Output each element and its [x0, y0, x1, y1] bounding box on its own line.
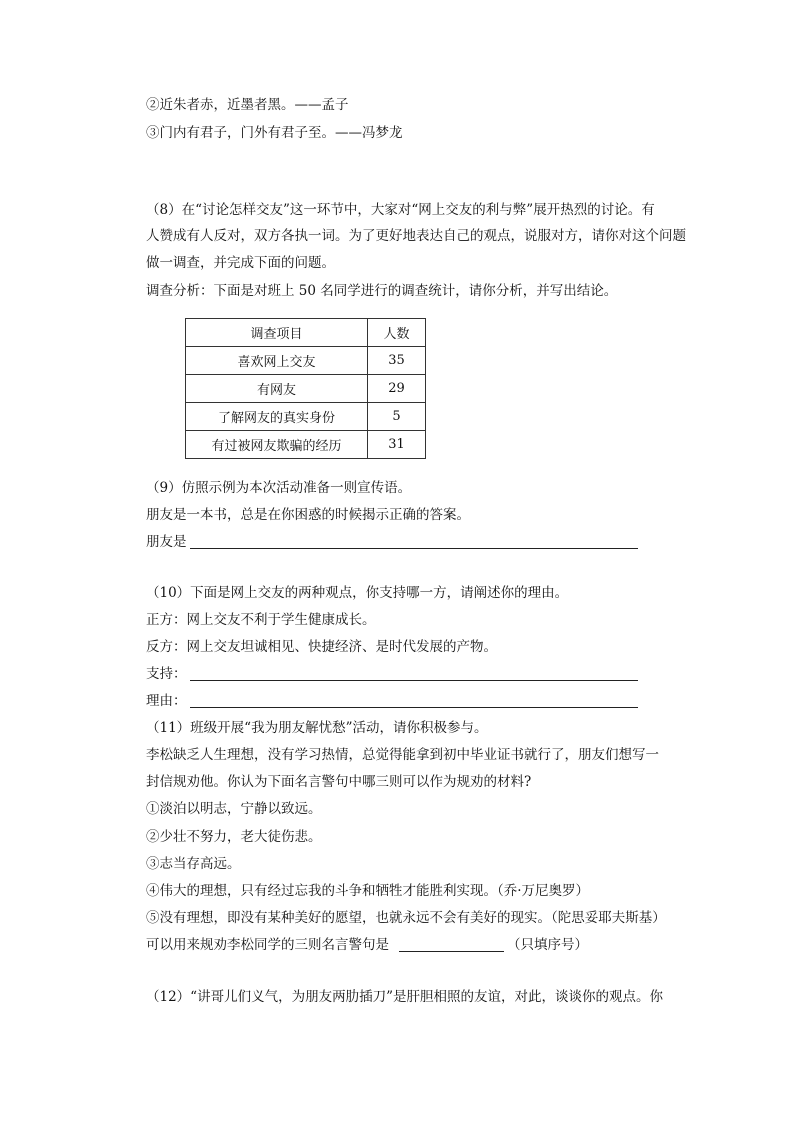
- q10-support-label: 支持：: [146, 666, 187, 682]
- table-cell-count: 31: [368, 431, 426, 459]
- table-cell-count: 35: [368, 347, 426, 375]
- q10-con: 反方：网上交友坦诚相见、快捷经济、是时代发展的产物。: [146, 639, 497, 655]
- quote-mencius: ②近朱者赤，近墨者黑。——孟子: [146, 97, 349, 113]
- q11-title: （11）班级开展“我为朋友解忧愁”活动，请你积极参与。: [146, 720, 488, 736]
- q9-example: 朋友是一本书，总是在你困惑的时候揭示正确的答案。: [146, 507, 470, 523]
- q11-answer-suffix: （只填序号）: [507, 937, 588, 953]
- q10-reason-label: 理由：: [146, 693, 187, 709]
- table-header-row: [186, 319, 426, 347]
- q9-prompt: 朋友是: [146, 534, 187, 550]
- q9-title: （9）仿照示例为本次活动准备一则宣传语。: [146, 480, 412, 496]
- q11-answer-prefix: 可以用来规劝李松同学的三则名言警句是: [146, 937, 389, 953]
- table-cell-count: 29: [368, 375, 426, 403]
- q11-desc-1: 李松缺乏人生理想，没有学习热情，总觉得能拿到初中毕业证书就行了，朋友们想写一: [146, 747, 659, 763]
- q8-line-3: 做一调查，并完成下面的问题。: [146, 255, 335, 271]
- q10-title: （10）下面是网上交友的两种观点，你支持哪一方，请阐述你的理由。: [146, 585, 569, 601]
- q8-line-1: （8）在“讨论怎样交友”这一环节中，大家对“网上交友的利与弊”展开热烈的讨论。有: [146, 202, 655, 218]
- survey-table: [185, 318, 426, 459]
- q8-analysis: 调查分析：下面是对班上 50 名同学进行的调查统计，请你分析，并写出结论。: [146, 283, 618, 299]
- q11-quote-2: ②少壮不努力，老大徒伤悲。: [146, 829, 322, 845]
- table-cell-item: 有网友: [186, 375, 368, 403]
- q11-answer-line[interactable]: [399, 951, 504, 952]
- q11-desc-2: 封信规劝他。你认为下面名言警句中哪三则可以作为规劝的材料?: [146, 774, 532, 790]
- q10-support-line[interactable]: [190, 680, 638, 681]
- table-cell-count: 5: [368, 403, 426, 431]
- q11-quote-4: ④伟大的理想，只有经过忘我的斗争和牺牲才能胜利实现。（乔·万尼奥罗）: [146, 883, 590, 899]
- table-row: [186, 375, 426, 403]
- q9-answer-line[interactable]: [190, 548, 638, 549]
- table-row: [186, 347, 426, 375]
- quote-feng-menglong: ③门内有君子，门外有君子至。——冯梦龙: [146, 125, 403, 141]
- table-cell-item: 了解网友的真实身份: [186, 403, 368, 431]
- table-header-count: 人数: [368, 319, 426, 347]
- q11-quote-1: ①淡泊以明志，宁静以致远。: [146, 801, 322, 817]
- table-cell-item: 喜欢网上交友: [186, 347, 368, 375]
- q11-quote-3: ③志当存高远。: [146, 856, 241, 872]
- q12-line-1: （12）“讲哥儿们义气，为朋友两肋插刀”是肝胆相照的友谊，对此，谈谈你的观点。你: [146, 989, 663, 1005]
- table-row: [186, 431, 426, 459]
- q11-quote-5: ⑤没有理想，即没有某种美好的愿望，也就永远不会有美好的现实。（陀思妥耶夫斯基）: [146, 910, 666, 926]
- table-row: [186, 403, 426, 431]
- table-header-item: 调查项目: [186, 319, 368, 347]
- q10-pro: 正方：网上交友不利于学生健康成长。: [146, 612, 376, 628]
- q8-line-2: 人赞成有人反对，双方各执一词。为了更好地表达自己的观点，说服对方，请你对这个问题: [146, 228, 686, 244]
- table-cell-item: 有过被网友欺骗的经历: [186, 431, 368, 459]
- q10-reason-line[interactable]: [190, 707, 638, 708]
